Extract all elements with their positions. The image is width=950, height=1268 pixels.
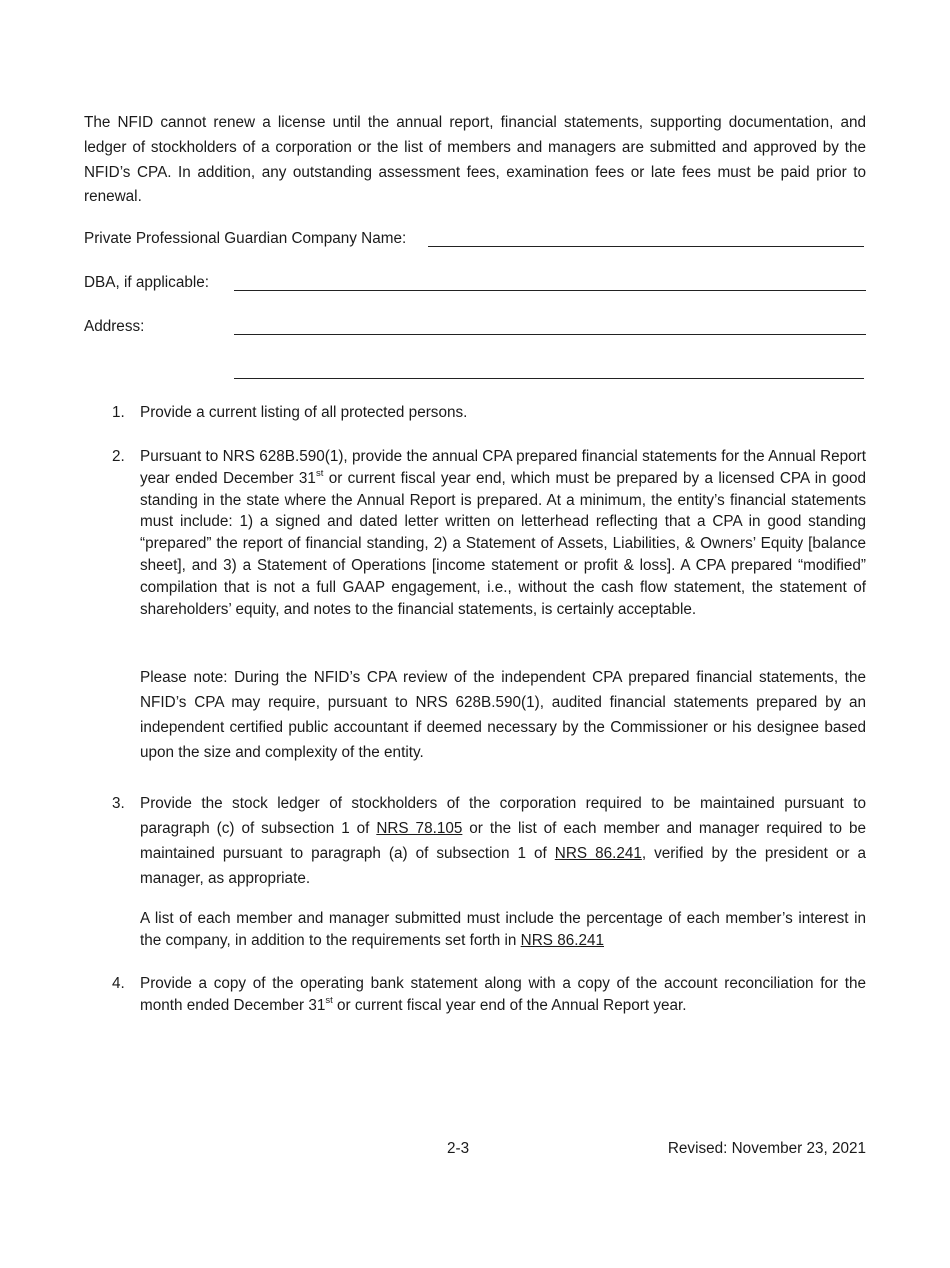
dba-field [84, 273, 866, 295]
nrs-86-241-link[interactable]: NRS 86.241 [520, 931, 604, 949]
dba-input-line[interactable] [234, 290, 866, 291]
item-number: 2. [112, 448, 125, 465]
item-3-note: A list of each member and manager submitted must include the percentage of each member’s interest in the company, in addition to the requirements set forth in NRS 86.241 [140, 910, 866, 949]
list-item-3 [112, 791, 866, 891]
item-text: Pursuant to NRS 628B.590(1), provide the annual CPA prepared financial statements for the Annual Report year ended December 31st or current fiscal year end, which must be prepared by a licensed CPA in good standing in the state where the Annual Report is prepared. At a minimum, the entity’s financial statements must include: 1) a signed and dated letter written on letterhead reflecting that a CPA in good standing “prepared” the report of financial standing, 2) a Statement of Assets, Liabilities, & Owners’ Equity [balance sheet], and 3) a Statement of Operations [income statement or profit & loss]. A CPA prepared “modified” compilation that is not a full GAAP engagement, i.e., without the cash flow statement, the statement of shareholders’ equity, and notes to the financial statements, is certainly acceptable. [140, 448, 866, 618]
revised-date: Revised: November 23, 2021 [667, 1140, 866, 1157]
list-item-2 [112, 446, 866, 646]
superscript: st [315, 467, 324, 479]
item-number: 4. [112, 975, 125, 992]
item-text: Provide a current listing of all protected persons. [140, 404, 468, 421]
item-text: Provide a copy of the operating bank statement along with a copy of the account reconciliation for the month ended December 31st or current fiscal year end of the Annual Report year. [140, 975, 866, 1014]
item-number: 1. [112, 404, 125, 421]
address-field [84, 317, 866, 387]
intro-paragraph: The NFID cannot renew a license until the annual report, financial statements, supporting documentation, and ledger of stockholders of a corporation or the list of members and managers are submitted and approved by the NFID’s CPA. In addition, any outstanding assessment fees, examination fees or late fees must be paid prior to renewal. [84, 114, 866, 206]
nrs-86-241-link[interactable]: NRS 86.241 [554, 845, 642, 862]
superscript: st [325, 994, 333, 1006]
item-text: Provide the stock ledger of stockholders of the corporation required to be maintained pursuant to paragraph (c) of subsection 1 of NRS 78.105 or the list of each member and manager required to be maintained pursuant to paragraph (a) of subsection 1 of NRS 86.241, verified by the president or a manager, as appropriate. [140, 795, 866, 887]
dba-label: DBA, if applicable: [84, 274, 209, 291]
address-label: Address: [84, 318, 145, 335]
address-input-line-2[interactable] [234, 378, 864, 379]
address-input-line-1[interactable] [234, 334, 866, 335]
page-number: 2-3 [447, 1140, 470, 1157]
list-item-1 [112, 403, 866, 425]
company-name-input-line[interactable] [428, 246, 864, 247]
item-number: 3. [112, 795, 125, 812]
nrs-78-105-link[interactable]: NRS 78.105 [376, 820, 463, 837]
company-name-field [84, 229, 866, 251]
company-name-label: Private Professional Guardian Company Name: [84, 230, 407, 247]
list-item-4 [112, 973, 866, 1023]
item-2-note: Please note: During the NFID’s CPA review of the independent CPA prepared financial statements, the NFID’s CPA may require, pursuant to NRS 628B.590(1), audited financial statements prepared by an independent certified public accountant if deemed necessary by the Commissioner or his designee based upon the size and complexity of the entity. [140, 669, 866, 761]
